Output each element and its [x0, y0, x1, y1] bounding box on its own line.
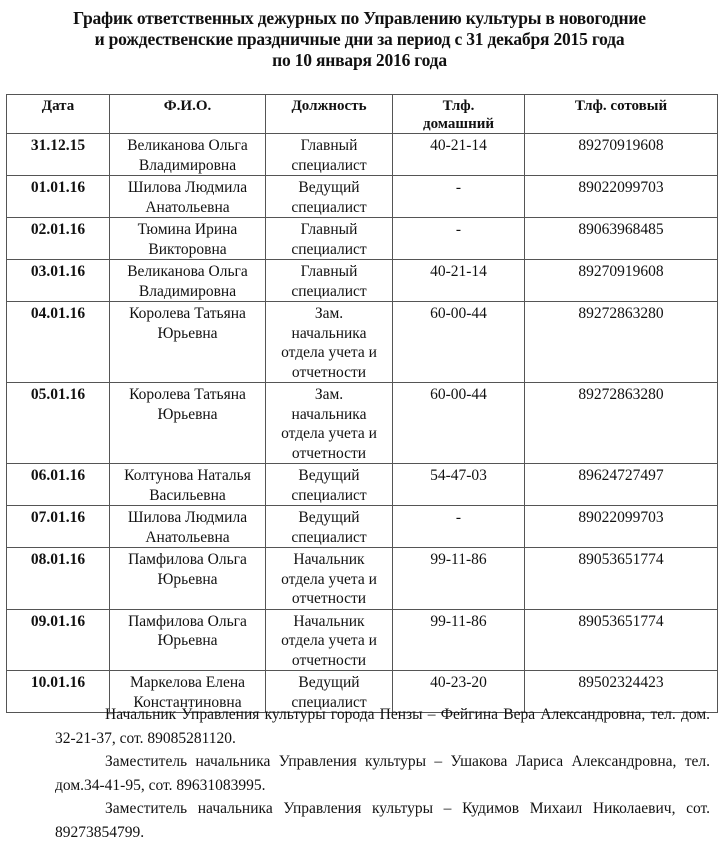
cell-fio-line: Анатольевна [145, 198, 230, 216]
cell-mobile-phone: 89502324423 [525, 671, 718, 713]
cell-fio-line: Владимировна [138, 156, 237, 174]
cell-home-phone: - [393, 506, 525, 548]
table-row [7, 548, 718, 610]
cell-date: 07.01.16 [7, 506, 110, 548]
cell-position-line: начальника [291, 324, 367, 342]
cell-fio-line: Королева Татьяна [129, 305, 246, 322]
table-row [7, 464, 718, 506]
cell-date: 09.01.16 [7, 609, 110, 671]
cell-date: 08.01.16 [7, 548, 110, 610]
cell-fio-line: Юрьевна [157, 632, 218, 649]
cell-mobile-phone: 89053651774 [525, 548, 718, 610]
cell-position [266, 548, 393, 610]
cell-mobile-phone: 89063968485 [525, 218, 718, 260]
cell-mobile-phone: 89270919608 [525, 260, 718, 302]
duty-schedule-table [6, 94, 718, 713]
cell-fio-line: Памфилова Ольга [128, 551, 247, 568]
cell-position-line: отчетности [291, 363, 367, 381]
cell-home-phone: 60-00-44 [393, 383, 525, 464]
cell-position-line: отчетности [291, 651, 367, 669]
cell-date: 05.01.16 [7, 383, 110, 464]
cell-home-phone: 54-47-03 [393, 464, 525, 506]
cell-fio-line: Константиновна [133, 693, 242, 711]
contact-paragraph-deputy-2: Заместитель начальника Управления культуры – Кудимов Михаил Николаевич, сот. 89273854799. [55, 800, 710, 841]
cell-mobile-phone: 89272863280 [525, 302, 718, 383]
cell-fio-line: Викторовна [148, 240, 227, 258]
cell-position-line: специалист [291, 282, 367, 300]
table-row [7, 218, 718, 260]
cell-fio-line: Маркелова Елена [129, 674, 246, 691]
table-row [7, 609, 718, 671]
cell-fio-line: Памфилова Ольга [128, 612, 247, 630]
cell-date: 06.01.16 [7, 464, 110, 506]
contacts-footer [55, 703, 710, 844]
cell-date: 10.01.16 [7, 671, 110, 713]
cell-position-line: специалист [291, 198, 367, 216]
cell-position-line: отчетности [291, 590, 367, 607]
cell-fio-line: Колтунова Наталья [124, 467, 251, 484]
cell-position-line: специалист [291, 528, 367, 546]
cell-position-line: Ведущий [298, 509, 360, 526]
cell-position [266, 464, 393, 506]
cell-position [266, 506, 393, 548]
title-line: по 10 января 2016 года [272, 50, 447, 70]
cell-fio-line: Шилова Людмила [127, 179, 248, 196]
cell-position-line: отдела учета и [281, 570, 377, 588]
cell-home-phone: 40-23-20 [393, 671, 525, 713]
cell-mobile-phone: 89053651774 [525, 609, 718, 671]
cell-position-line: специалист [291, 693, 367, 711]
cell-position-line: Начальник [293, 551, 365, 568]
cell-position [266, 260, 393, 302]
cell-fio [110, 302, 266, 383]
cell-position [266, 176, 393, 218]
cell-fio [110, 260, 266, 302]
document-title [0, 8, 719, 71]
table-header-row [7, 95, 718, 134]
cell-date: 01.01.16 [7, 176, 110, 218]
cell-home-phone: 60-00-44 [393, 302, 525, 383]
table-row [7, 134, 718, 176]
header-home-phone-line2: домашний [422, 116, 494, 132]
cell-home-phone: 40-21-14 [393, 134, 525, 176]
cell-home-phone: 99-11-86 [393, 548, 525, 610]
cell-fio-line: Юрьевна [157, 324, 218, 342]
cell-position-line: начальника [291, 405, 367, 423]
cell-fio [110, 218, 266, 260]
title-line: и рождественские праздничные дни за период с 31 декабря 2015 года [94, 29, 625, 49]
cell-fio-line: Тюмина Ирина [137, 221, 238, 238]
header-fio: Ф.И.О. [110, 95, 266, 134]
cell-fio-line: Васильевна [149, 486, 226, 504]
cell-fio-line: Юрьевна [157, 570, 218, 588]
cell-home-phone: - [393, 218, 525, 260]
header-home-phone [393, 95, 525, 134]
header-date: Дата [7, 95, 110, 134]
contact-paragraph-deputy-1: Заместитель начальника Управления культуры – Ушакова Лариса Александровна, тел. дом.34-41-95, сот. 89631083995. [55, 753, 710, 794]
cell-position-line: специалист [291, 240, 367, 258]
cell-mobile-phone: 89022099703 [525, 176, 718, 218]
cell-fio [110, 609, 266, 671]
cell-mobile-phone: 89272863280 [525, 383, 718, 464]
cell-date: 31.12.15 [7, 134, 110, 176]
cell-fio-line: Королева Татьяна [129, 386, 246, 403]
cell-fio-line: Великанова Ольга [127, 263, 248, 280]
cell-position-line: Ведущий [298, 674, 360, 691]
cell-position [266, 134, 393, 176]
cell-home-phone: 99-11-86 [393, 609, 525, 671]
table-row [7, 383, 718, 464]
cell-date: 04.01.16 [7, 302, 110, 383]
cell-position-line: Главный [300, 137, 358, 154]
cell-mobile-phone: 89624727497 [525, 464, 718, 506]
table-body [7, 134, 718, 713]
table-row [7, 302, 718, 383]
cell-fio-line: Юрьевна [157, 405, 218, 423]
table-row [7, 176, 718, 218]
cell-position-line: Зам. [314, 305, 344, 322]
cell-fio-line: Владимировна [138, 282, 237, 300]
cell-position-line: Главный [300, 263, 358, 280]
cell-home-phone: 40-21-14 [393, 260, 525, 302]
cell-position [266, 609, 393, 671]
header-mobile-phone: Тлф. сотовый [525, 95, 718, 134]
cell-position [266, 218, 393, 260]
cell-fio-line: Шилова Людмила [127, 509, 248, 526]
cell-date: 02.01.16 [7, 218, 110, 260]
cell-position-line: специалист [291, 156, 367, 174]
cell-fio-line: Великанова Ольга [127, 137, 248, 154]
cell-mobile-phone: 89022099703 [525, 506, 718, 548]
cell-position-line: отдела учета и [281, 632, 377, 649]
cell-position-line: отдела учета и [281, 344, 377, 361]
cell-fio [110, 506, 266, 548]
cell-home-phone: - [393, 176, 525, 218]
cell-fio [110, 548, 266, 610]
cell-fio [110, 464, 266, 506]
header-home-phone-line1: Тлф. [442, 98, 475, 114]
cell-position-line: отчетности [291, 444, 367, 462]
cell-position-line: Ведущий [298, 467, 360, 484]
title-line: График ответственных дежурных по Управлению культуры в новогодние [73, 8, 646, 28]
cell-fio [110, 383, 266, 464]
cell-position [266, 302, 393, 383]
cell-position [266, 383, 393, 464]
cell-fio [110, 176, 266, 218]
cell-position-line: отдела учета и [281, 425, 377, 442]
table-row [7, 260, 718, 302]
cell-fio-line: Анатольевна [145, 528, 230, 546]
cell-position-line: Ведущий [298, 179, 360, 196]
cell-position-line: Зам. [314, 386, 344, 403]
cell-date: 03.01.16 [7, 260, 110, 302]
cell-position-line: Главный [300, 221, 358, 238]
cell-position-line: специалист [291, 486, 367, 504]
cell-mobile-phone: 89270919608 [525, 134, 718, 176]
contact-paragraph-head: Начальник Управления культуры города Пензы – Фейгина Вера Александровна, тел. дом. 32-21-37, сот. 89085281120. [55, 706, 710, 747]
table-row [7, 506, 718, 548]
header-position: Должность [266, 95, 393, 134]
cell-position-line: Начальник [293, 612, 365, 630]
cell-fio [110, 134, 266, 176]
